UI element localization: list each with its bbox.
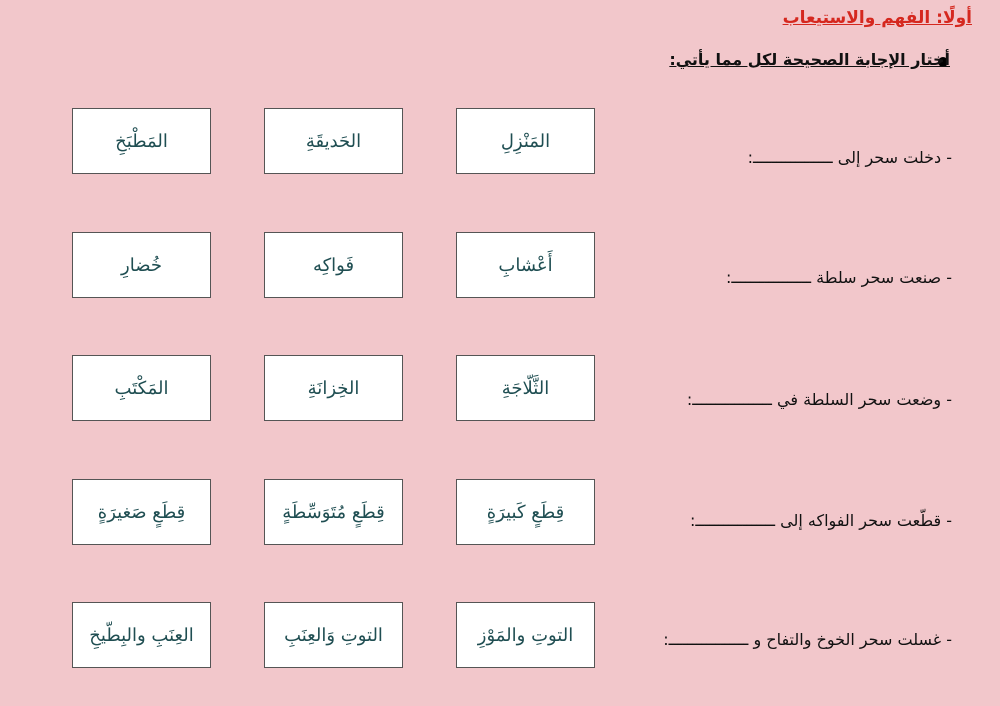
option-1-b[interactable]: الحَديقَةِ [264,108,403,174]
option-3-c[interactable]: المَكْتَبِ [72,355,211,421]
option-2-c[interactable]: خُضارِ [72,232,211,298]
question-5: - غسلت سحر الخوخ والتفاح و ـــــــــــــــــ: [663,630,952,649]
option-5-b[interactable]: التوتِ وَالعِنَبِ [264,602,403,668]
option-4-a[interactable]: قِطَعٍ كَبيرَةٍ [456,479,595,545]
option-3-b[interactable]: الخِزانَةِ [264,355,403,421]
option-2-b[interactable]: فَواكِه [264,232,403,298]
option-2-a[interactable]: أَعْشابِ [456,232,595,298]
instruction-text: أختار الإجابة الصحيحة لكل مما يأتي: [669,50,950,69]
option-5-a[interactable]: التوتِ والمَوْزِ [456,602,595,668]
option-1-a[interactable]: المَنْزِلِ [456,108,595,174]
option-4-b[interactable]: قِطَعٍ مُتَوَسِّطَةٍ [264,479,403,545]
question-1: - دخلت سحر إلى ـــــــــــــــــ: [747,148,952,167]
question-2: - صنعت سحر سلطة ـــــــــــــــــ: [725,268,952,287]
question-3: - وضعت سحر السلطة في ـــــــــــــــــ: [686,390,952,409]
option-3-a[interactable]: الثَّلّاجَةِ [456,355,595,421]
question-4: - قطّعت سحر الفواكه إلى ـــــــــــــــــ: [689,511,952,530]
option-4-c[interactable]: قِطَعٍ صَغيرَةٍ [72,479,211,545]
option-5-c[interactable]: العِنَبِ والبِطّيخِ [72,602,211,668]
option-1-c[interactable]: المَطْبَخِ [72,108,211,174]
section-title: أولًا: الفهم والاستيعاب [782,8,972,28]
